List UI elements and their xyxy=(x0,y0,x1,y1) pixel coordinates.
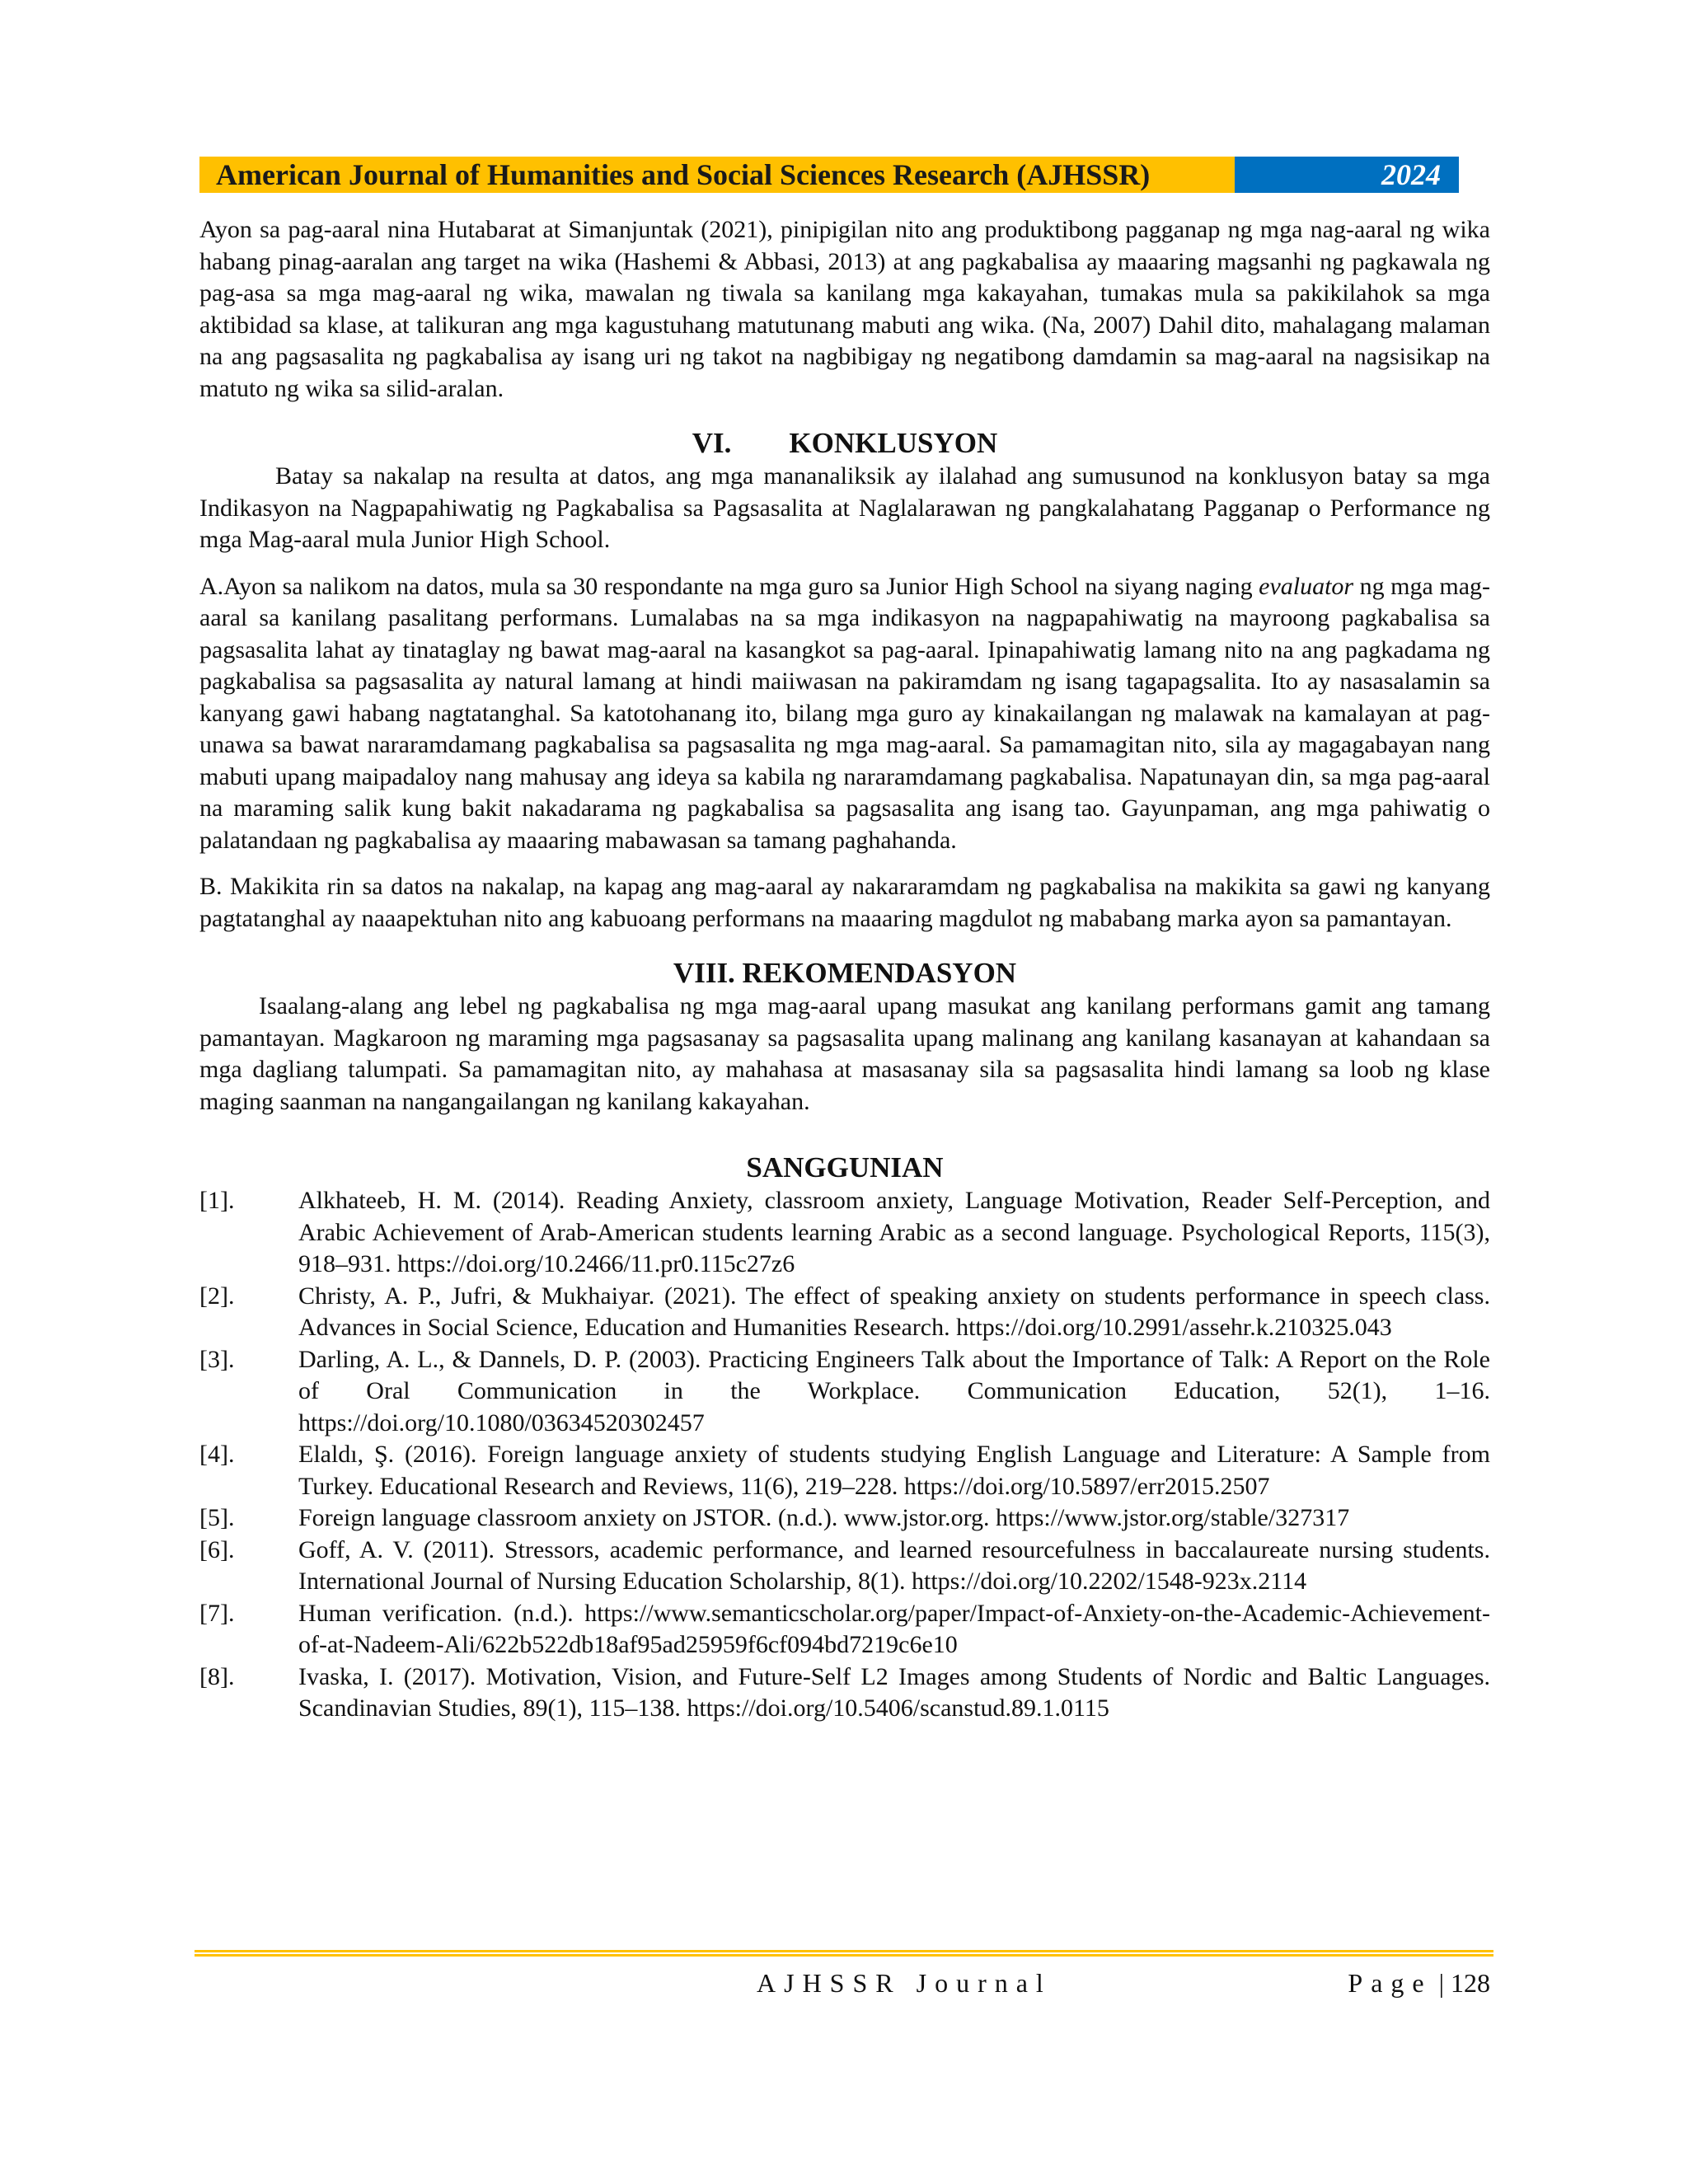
footer-page-label: Page xyxy=(1348,1968,1432,1998)
footer-page-info: Page | 128 xyxy=(1348,1968,1490,1998)
reference-text: Elaldı, Ş. (2016). Foreign language anxiety of students studying English Language and Literature: A Sample from Turkey. Educational Research and Reviews, 11(6), 219–228. https://doi.org/10.5897/err2015.2507 xyxy=(298,1441,1490,1500)
reference-item xyxy=(199,1185,1490,1281)
reference-item xyxy=(199,1598,1490,1661)
reference-text: Ivaska, I. (2017). Motivation, Vision, and Future-Self L2 Images among Students of Nordic and Baltic Languages. Scandinavian Studies, 89(1), 115–138. https://doi.org/10.5406/scanstud.89.1.0115 xyxy=(298,1662,1490,1722)
page-footer xyxy=(199,1965,1490,2001)
reference-item xyxy=(199,1535,1490,1598)
reference-item xyxy=(199,1439,1490,1502)
intro-paragraph: Ayon sa pag-aaral nina Hutabarat at Simanjuntak (2021), pinipigilan nito ang produktibong pagganap ng mga nag-aaral ng wika habang pinag-aaralan ang target na wika (Hashemi & Abbasi, 2013) at ang pagkabalisa ay maaaring magsanhi ng pagkawala ng pag-asa sa mga mag-aaral ng wika, mawalan ng tiwala sa kanilang mga kakayahan, tumakas mula sa pakikilahok sa mga aktibidad sa klase, at talikuran ang mga kagustuhang matutunang mabuti ang wika. (Na, 2007) Dahil dito, mahalagang malaman na ang pagsasalita ng pagkabalisa ay isang uri ng takot na nagbibigay ng negatibong damdamin sa mag-aaral na nagsisikap na matuto ng wika sa silid-aralan. xyxy=(199,216,1490,402)
reference-number: [4]. xyxy=(199,1441,235,1468)
reference-number: [1]. xyxy=(199,1187,235,1214)
conclusion-heading-number: VI. xyxy=(692,427,732,459)
conclusion-intro: Batay sa nakalap na resulta at datos, ang mga mananaliksik ay ilalahad ang sumusunod na konklusyon batay sa mga Indikasyon na Nagpapahiwatig ng Pagkabalisa sa Pagsasalita at Naglalarawan ng pangkalahatang Pagganap o Performance ng mga Mag-aaral mula Junior High School. xyxy=(199,462,1490,553)
footer-divider xyxy=(195,1950,1493,1957)
reference-number: [5]. xyxy=(199,1504,235,1531)
journal-title: American Journal of Humanities and Social Sciences Research (AJHSSR) xyxy=(199,157,1235,193)
point-a-start: A.Ayon sa nalikom na datos, mula sa 30 respondante na mga guro sa Junior High School na siyang naging xyxy=(199,572,1259,600)
conclusion-heading xyxy=(199,426,1490,461)
reference-number: [6]. xyxy=(199,1535,235,1563)
references-list xyxy=(199,1185,1490,1725)
footer-page-number: 128 xyxy=(1451,1968,1490,1998)
point-a-rest: ng mga mag-aaral sa kanilang pasalitang performans. Lumalabas na sa mga indikasyon na nagpapahiwatig na mayroong pagkabalisa sa pagsasalita lahat ay tinataglay ng bawat mag-aaral na kasangkot sa pag-aaral. Ipinapahiwatig lamang nito na ang pagkadama ng pagkabalisa sa pagsasalita ay natural lamang at hindi maiiwasan na pakiramdam ng isang tagapagsalita. Ito ay nasasalamin sa kanyang gawi habang nagtatanghal. Sa katotohanang ito, bilang mga guro ay kinakailangan ng malawak na kamalayan at pag-unawa sa bawat nararamdamang pagkabalisa sa pagsasalita ng mga mag-aaral. Sa pamamagitan nito, sila ay magagabayan nang mabuti upang maipadaloy nang mahusay ang ideya sa kabila ng nararamdamang pagkabalisa. Napatunayan din, sa mga pag-aaral na maraming salik kung bakit nakadarama ng pagkabalisa sa pagsasalita ang isang tao. Gayunpaman, ang mga pahiwatig o palatandaan ng pagkabalisa ay maaaring mabawasan sa tamang paghahanda. xyxy=(199,572,1490,854)
footer-journal-label: AJHSSR Journal xyxy=(757,1968,1052,1998)
reference-text: Goff, A. V. (2011). Stressors, academic performance, and learned resourcefulness in baccalaureate nursing students. International Journal of Nursing Education Scholarship, 8(1). https://doi.org/10.2202/1548-923x.2114 xyxy=(298,1535,1490,1595)
point-a-italic: evaluator xyxy=(1259,572,1354,600)
recommendation-text: Isaalang-alang ang lebel ng pagkabalisa ng mga mag-aaral upang masukat ang kanilang performans gamit ang tamang pamantayan. Magkaroon ng maraming mga pagsasanay sa pagsasalita upang malinang ang kanilang kasanayan at kahandaan sa mga dagliang talumpati. Sa pamamagitan nito, ay mahahasa at masasanay sila sa pagsasalita hindi lamang sa loob ng klase maging saanman na nangangailangan ng kanilang kakayahan. xyxy=(199,992,1490,1115)
reference-number: [3]. xyxy=(199,1345,235,1373)
reference-number: [2]. xyxy=(199,1282,235,1310)
recommendation-heading: VIII. REKOMENDASYON xyxy=(673,957,1017,989)
journal-year: 2024 xyxy=(1235,157,1459,193)
conclusion-point-a xyxy=(199,571,1490,857)
conclusion-point-b: B. Makikita rin sa datos na nakalap, na kapag ang mag-aaral ay nakararamdam ng pagkabalisa na makikita sa gawi ng kanyang pagtatanghal ay naaapektuhan nito ang kabuoang performans na maaaring magdulot ng mababang marka ayon sa pamantayan. xyxy=(199,873,1490,932)
reference-text: Human verification. (n.d.). https://www.semanticscholar.org/paper/Impact-of-Anxiety-on-the-Academic-Achievement-of-at-Nadeem-Ali/622b522db18af95ad25959f6cf094bd7219c6e10 xyxy=(298,1599,1490,1658)
reference-text: Alkhateeb, H. M. (2014). Reading Anxiety, classroom anxiety, Language Motivation, Reader Self-Perception, and Arabic Achievement of Arab-American students learning Arabic as a second language. Psychological Reports, 115(3), 918–931. https://doi.org/10.2466/11.pr0.115c27z6 xyxy=(298,1187,1490,1277)
journal-header xyxy=(199,157,1459,193)
reference-number: [7]. xyxy=(199,1599,235,1627)
reference-number: [8]. xyxy=(199,1662,235,1690)
conclusion-heading-title: KONKLUSYON xyxy=(789,427,998,459)
references-heading: SANGGUNIAN xyxy=(746,1151,944,1183)
reference-item xyxy=(199,1502,1490,1535)
reference-item xyxy=(199,1344,1490,1440)
reference-text: Foreign language classroom anxiety on JSTOR. (n.d.). www.jstor.org. https://www.jstor.org/stable/327317 xyxy=(298,1504,1350,1531)
main-content xyxy=(199,214,1490,1725)
reference-text: Christy, A. P., Jufri, & Mukhaiyar. (2021). The effect of speaking anxiety on students performance in speech class. Advances in Social Science, Education and Humanities Research. https://doi.org/10.2991/assehr.k.210325.043 xyxy=(298,1282,1490,1341)
reference-item xyxy=(199,1661,1490,1725)
reference-item xyxy=(199,1281,1490,1344)
reference-text: Darling, A. L., & Dannels, D. P. (2003). Practicing Engineers Talk about the Importance of Talk: A Report on the Role of Oral Communication in the Workplace. Communication Education, 52(1), 1–16. https://doi.org/10.1080/03634520302457 xyxy=(298,1345,1490,1436)
